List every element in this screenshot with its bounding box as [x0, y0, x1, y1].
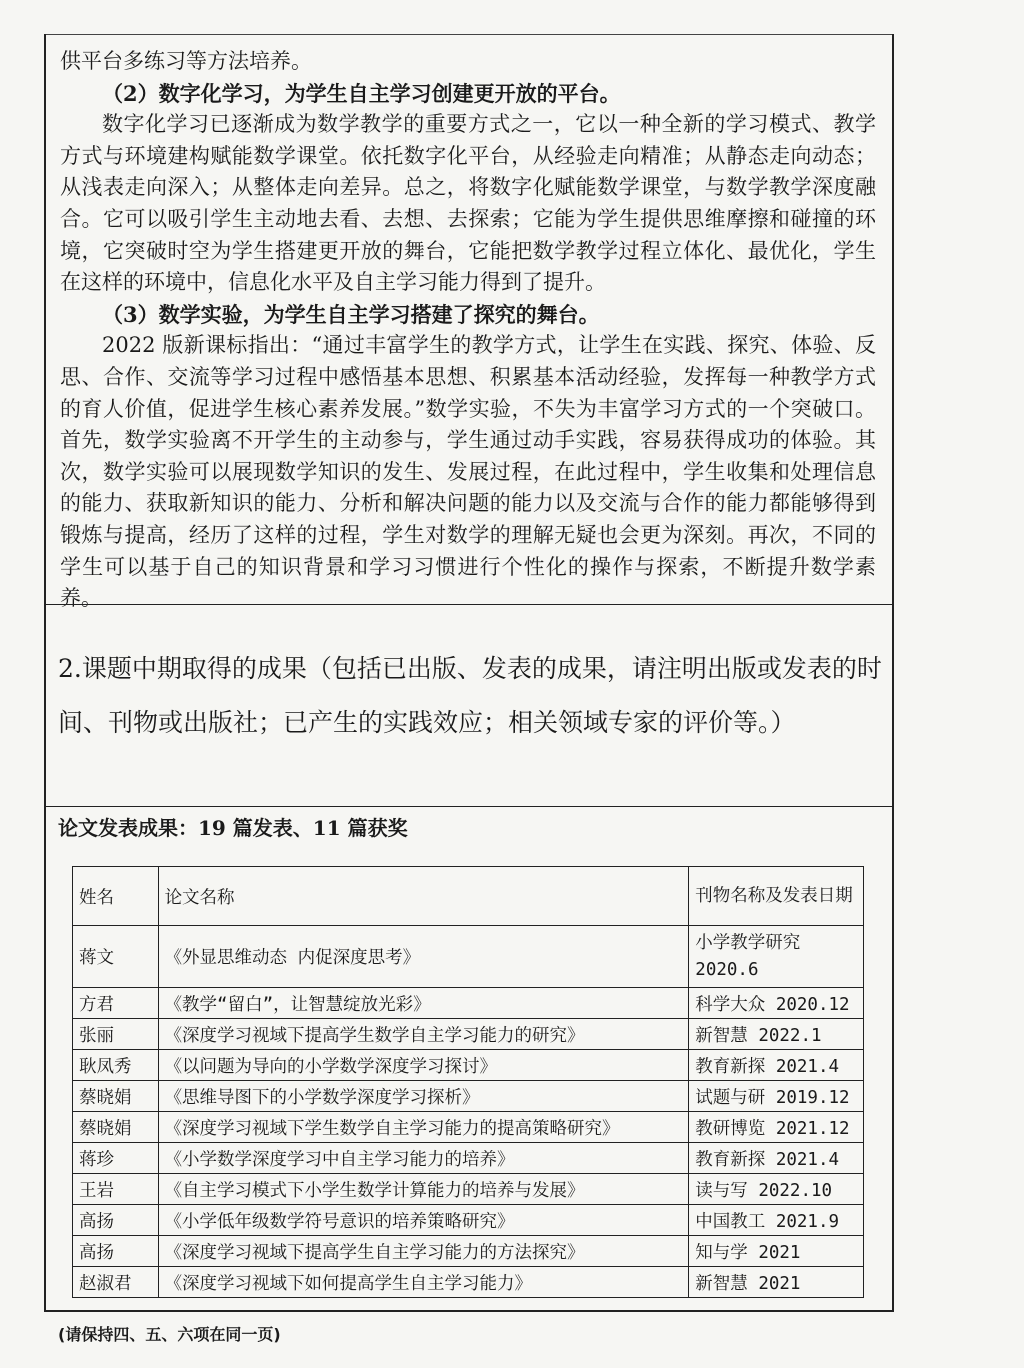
paper-title-cell: 《小学低年级数学符号意识的培养策略研究》 — [158, 1205, 689, 1236]
paper-title-cell: 《深度学习视域下提高学生自主学习能力的方法探究》 — [158, 1236, 689, 1267]
author-cell: 蔡晓娟 — [73, 1081, 159, 1112]
author-cell: 蒋珍 — [73, 1143, 159, 1174]
paper-title-cell: 《小学数学深度学习中自主学习能力的培养》 — [158, 1143, 689, 1174]
header-title: 论文名称 — [158, 867, 689, 926]
author-cell: 张丽 — [73, 1019, 159, 1050]
heading-digital-learning: （2）数字化学习，为学生自主学习创建更开放的平台。 — [102, 80, 621, 106]
table-row — [73, 1267, 864, 1298]
table-row — [73, 1143, 864, 1174]
author-cell: 高扬 — [73, 1205, 159, 1236]
paper-title-cell: 《深度学习视域下如何提高学生自主学习能力》 — [158, 1267, 689, 1298]
paper-title-cell: 《以问题为导向的小学数学深度学习探讨》 — [158, 1050, 689, 1081]
paper-title-cell: 《深度学习视域下学生数学自主学习能力的提高策略研究》 — [158, 1112, 689, 1143]
paper-title-cell: 《思维导图下的小学数学深度学习探析》 — [158, 1081, 689, 1112]
journal-cell: 科学大众 2020.12 — [689, 988, 864, 1019]
paper-title-cell: 《自主学习模式下小学生数学计算能力的培养与发展》 — [158, 1174, 689, 1205]
papers-table — [72, 866, 864, 1298]
table-row — [73, 1205, 864, 1236]
section-2-header — [46, 642, 892, 792]
header-name: 姓名 — [73, 867, 159, 926]
paragraph-math-experiment: 2022 版新课标指出：“通过丰富学生的教学方式，让学生在实践、探究、体验、反思、合作、交流等学习过程中感悟基本思想、积累基本活动经验，发挥每一种教学方式的育人价值，促进学生核心素养发展。”数学实验，不失为丰富学习方式的一个突破口。首先，数学实验离不开学生的主动参与，学生通过动手实践，容易获得成功的体验。其次，数学实验可以展现数学知识的发生、发展过程，在此过程中，学生收集和处理信息的能力、获取新知识的能力、分析和解决问题的能力以及交流与合作的能力都能够得到锻炼与提高，经历了这样的过程，学生对数学的理解无疑也会更为深刻。再次，不同的学生可以基于自己的知识背景和学习习惯进行个性化的操作与探索，不断提升数学素养。 — [60, 333, 876, 611]
journal-cell: 教育新探 2021.4 — [689, 1050, 864, 1081]
heading-math-experiment: （3）数学实验，为学生自主学习搭建了探究的舞台。 — [102, 301, 600, 327]
table-row — [73, 1112, 864, 1143]
papers-summary: 论文发表成果：19 篇发表、11 篇获奖 — [58, 816, 408, 840]
author-cell: 耿凤秀 — [73, 1050, 159, 1081]
table-header-row — [73, 867, 864, 926]
table-row — [73, 988, 864, 1019]
table-row — [73, 1174, 864, 1205]
paragraph-digital-learning: 数字化学习已逐渐成为数学教学的重要方式之一，它以一种全新的学习模式、教学方式与环境建构赋能数学课堂。依托数字化平台，从经验走向精准；从静态走向动态；从浅表走向深入；从整体走向差异。总之，将数字化赋能数学课堂，与数学教学深度融合。它可以吸引学生主动地去看、去想、去探索；它能为学生提供思维摩擦和碰撞的环境，它突破时空为学生搭建更开放的舞台，它能把数学教学过程立体化、最优化，学生在这样的环境中，信息化水平及自主学习能力得到了提升。 — [60, 112, 876, 295]
author-cell: 王岩 — [73, 1174, 159, 1205]
journal-cell: 知与学 2021 — [689, 1236, 864, 1267]
table-row — [73, 1081, 864, 1112]
header-journal: 刊物名称及发表日期 — [689, 867, 864, 926]
journal-cell: 试题与研 2019.12 — [689, 1081, 864, 1112]
author-cell: 赵淑君 — [73, 1267, 159, 1298]
author-cell: 方君 — [73, 988, 159, 1019]
journal-cell: 小学教学研究 2020.6 — [689, 926, 864, 988]
table-row — [73, 1050, 864, 1081]
journal-cell: 新智慧 2021 — [689, 1267, 864, 1298]
journal-cell: 读与写 2022.10 — [689, 1174, 864, 1205]
table-row — [73, 926, 864, 988]
journal-cell: 教育新探 2021.4 — [689, 1143, 864, 1174]
table-row — [73, 1019, 864, 1050]
table-row — [73, 1236, 864, 1267]
section-divider — [46, 604, 892, 605]
journal-cell: 教研博览 2021.12 — [689, 1112, 864, 1143]
author-cell: 蔡晓娟 — [73, 1112, 159, 1143]
paper-title-cell: 《外显思维动态 内促深度思考》 — [158, 926, 689, 988]
section-2-title: 2.课题中期取得的成果（包括已出版、发表的成果，请注明出版或发表的时间、刊物或出版社；已产生的实践效应；相关领域专家的评价等。） — [58, 654, 882, 737]
journal-cell: 中国教工 2021.9 — [689, 1205, 864, 1236]
section-divider — [46, 806, 892, 807]
journal-cell: 新智慧 2022.1 — [689, 1019, 864, 1050]
paper-title-cell: 《教学“留白”，让智慧绽放光彩》 — [158, 988, 689, 1019]
continuation-text: 供平台多练习等方法培养。 — [60, 49, 312, 73]
form-frame — [44, 34, 894, 1312]
author-cell: 高扬 — [73, 1236, 159, 1267]
author-cell: 蒋文 — [73, 926, 159, 988]
footnote: (请保持四、五、六项在同一页) — [58, 1325, 281, 1344]
section-1-body — [46, 46, 892, 614]
paper-title-cell: 《深度学习视域下提高学生数学自主学习能力的研究》 — [158, 1019, 689, 1050]
